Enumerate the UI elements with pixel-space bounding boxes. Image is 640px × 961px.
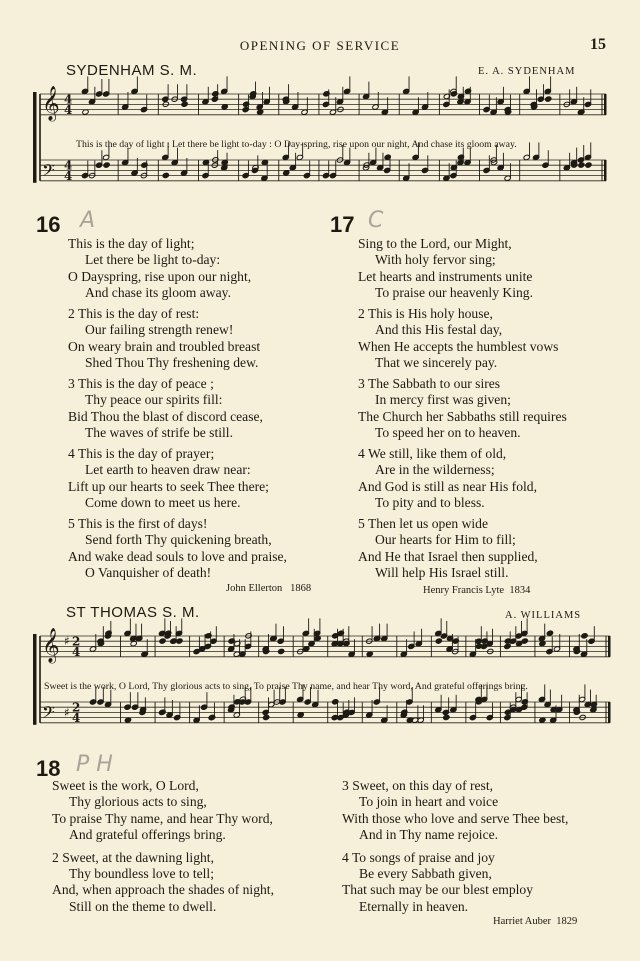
verse-line: 4 This is the day of prayer; (68, 445, 215, 461)
verse-line: Thy peace our spirits fill: (85, 392, 223, 408)
verse-line: Let hearts and instruments unite (358, 268, 533, 284)
verse-line: Be every Sabbath given, (359, 865, 492, 881)
verse-line: To join in heart and voice (359, 794, 499, 810)
lyric-underlay-sydenham: This is the day of light ; Let there be light to-day : O Day-spring, rise upon our night, And chase its gloom away. (76, 139, 517, 150)
verse-line: 2 This is His holy house, (358, 305, 493, 321)
verse-line: 5 Then let us open wide (358, 515, 488, 531)
verse-line: To praise our heavenly King. (375, 285, 533, 301)
verse-line: With holy fervor sing; (375, 252, 496, 268)
svg-text:𝄢: 𝄢 (42, 701, 55, 726)
pencil-mark-17: C (368, 208, 384, 233)
verse-line: To pity and to bless. (375, 495, 485, 511)
verse-line: The Church her Sabbaths still requires (358, 408, 567, 424)
verse-line: On weary brain and troubled breast (68, 338, 261, 354)
verse-line: With those who love and serve Thee best, (342, 810, 569, 826)
verse-line: That we sincerely pay. (375, 355, 498, 371)
running-head: OPENING OF SERVICE (239, 38, 401, 53)
tune-composer-st-thomas: A. WILLIAMS (505, 610, 582, 621)
hymn-16-text (68, 236, 287, 581)
verse-line: Sing to the Lord, our Might, (358, 236, 512, 251)
hymn-18-text-left (52, 778, 274, 915)
svg-text:4: 4 (72, 710, 81, 725)
verse-line: And, when approach the shades of night, (52, 882, 274, 898)
verse-line: The waves of strife be still. (85, 425, 233, 441)
hymn-17-author (423, 585, 530, 596)
verse-line: 4 To songs of praise and joy (342, 849, 495, 865)
svg-text:4: 4 (72, 644, 81, 659)
verse-line: Send forth Thy quickening breath, (85, 532, 272, 548)
verse-line: O Dayspring, rise upon our night, (68, 268, 252, 284)
author-name: John Ellerton (226, 583, 283, 594)
verse-line: To praise Thy name, and hear Thy word, (52, 810, 273, 826)
author-name: Harriet Auber (493, 916, 552, 927)
hymn-16-author (226, 583, 311, 594)
verse-line: And chase its gloom away. (85, 285, 231, 301)
verse-line: Our hearts for Him to fill; (375, 532, 516, 548)
svg-text:𝄞: 𝄞 (42, 627, 60, 663)
author-year: 1829 (556, 916, 578, 927)
author-name: Henry Francis Lyte (423, 585, 505, 596)
verse-line: Our failing strength renew! (85, 322, 234, 338)
verse-line: And He that Israel then supplied, (358, 548, 538, 564)
verse-line: And wake dead souls to love and praise, (68, 548, 287, 564)
verse-line: Shed Thou Thy freshening dew. (85, 355, 259, 371)
svg-text:4: 4 (64, 168, 73, 183)
hymn-number-16: 16 (36, 212, 61, 237)
svg-text:2: 2 (72, 634, 81, 649)
verse-line: Lift up our hearts to seek Thee there; (68, 478, 269, 494)
hymn-number-17: 17 (330, 212, 355, 237)
tune-composer-sydenham: E. A. SYDENHAM (478, 66, 576, 77)
hymn-18-author (493, 916, 577, 927)
verse-line: Will help His Israel still. (375, 564, 509, 580)
verse-line: In mercy first was given; (375, 392, 511, 408)
verse-line: And this His festal day, (375, 322, 503, 338)
lyric-underlay-st-thomas: Sweet is the work, O Lord, Thy glorious acts to sing, To praise Thy name, and hear Thy word, And grateful offerings bring. (44, 681, 528, 692)
verse-line: Let there be light to-day: (85, 252, 221, 268)
svg-text:2: 2 (72, 700, 81, 715)
verse-line: 3 The Sabbath to our sires (358, 375, 501, 391)
svg-text:♯: ♯ (64, 705, 70, 720)
tune-name-sydenham: SYDENHAM S. M. (66, 62, 198, 79)
verse-line: 3 This is the day of peace ; (68, 375, 214, 391)
verse-line: 3 Sweet, on this day of rest, (342, 778, 494, 793)
verse-line: To speed her on to heaven. (375, 425, 521, 441)
page-number: 15 (590, 36, 606, 53)
verse-line: Thy glorious acts to sing, (69, 794, 207, 810)
pencil-mark-16: A (80, 208, 96, 233)
svg-text:𝄞: 𝄞 (42, 85, 60, 121)
verse-line: And God is still as near His fold, (358, 478, 537, 494)
author-year: 1868 (290, 583, 312, 594)
verse-line: 5 This is the first of days! (68, 515, 208, 531)
verse-line: That such may be our blest employ (342, 882, 534, 898)
verse-line: Are in the wilderness; (375, 462, 495, 478)
verse-line: Thy boundless love to tell; (69, 865, 214, 881)
author-year: 1834 (509, 585, 531, 596)
hymn-number-18: 18 (36, 756, 61, 781)
verse-line: Come down to meet us here. (85, 495, 241, 511)
verse-line: This is the day of light; (68, 236, 195, 251)
verse-line: 4 We still, like them of old, (358, 445, 507, 461)
verse-line: Still on the theme to dwell. (69, 898, 217, 914)
verse-line: Bid Thou the blast of discord cease, (68, 408, 263, 424)
verse-line: Eternally in heaven. (359, 898, 469, 914)
svg-text:𝄢: 𝄢 (42, 159, 55, 184)
verse-line: And grateful offerings bring. (69, 827, 226, 843)
verse-line: And in Thy name rejoice. (359, 827, 499, 843)
hymn-18-text-right (342, 778, 568, 915)
hymn-17-text (358, 236, 567, 581)
tune-name-st-thomas: ST THOMAS S. M. (66, 604, 200, 621)
verse-line: When He accepts the humblest vows (358, 338, 559, 354)
svg-text:♯: ♯ (64, 634, 70, 649)
verse-line: O Vanquisher of death! (85, 564, 212, 580)
verse-line: 2 This is the day of rest: (68, 305, 200, 321)
svg-text:4: 4 (64, 102, 73, 117)
verse-line: Let earth to heaven draw near: (85, 462, 251, 478)
svg-text:4: 4 (64, 158, 73, 173)
svg-text:4: 4 (64, 92, 73, 107)
verse-line: Sweet is the work, O Lord, (52, 778, 199, 793)
verse-line: 2 Sweet, at the dawning light, (52, 849, 214, 865)
pencil-mark-18: P H (76, 752, 113, 777)
